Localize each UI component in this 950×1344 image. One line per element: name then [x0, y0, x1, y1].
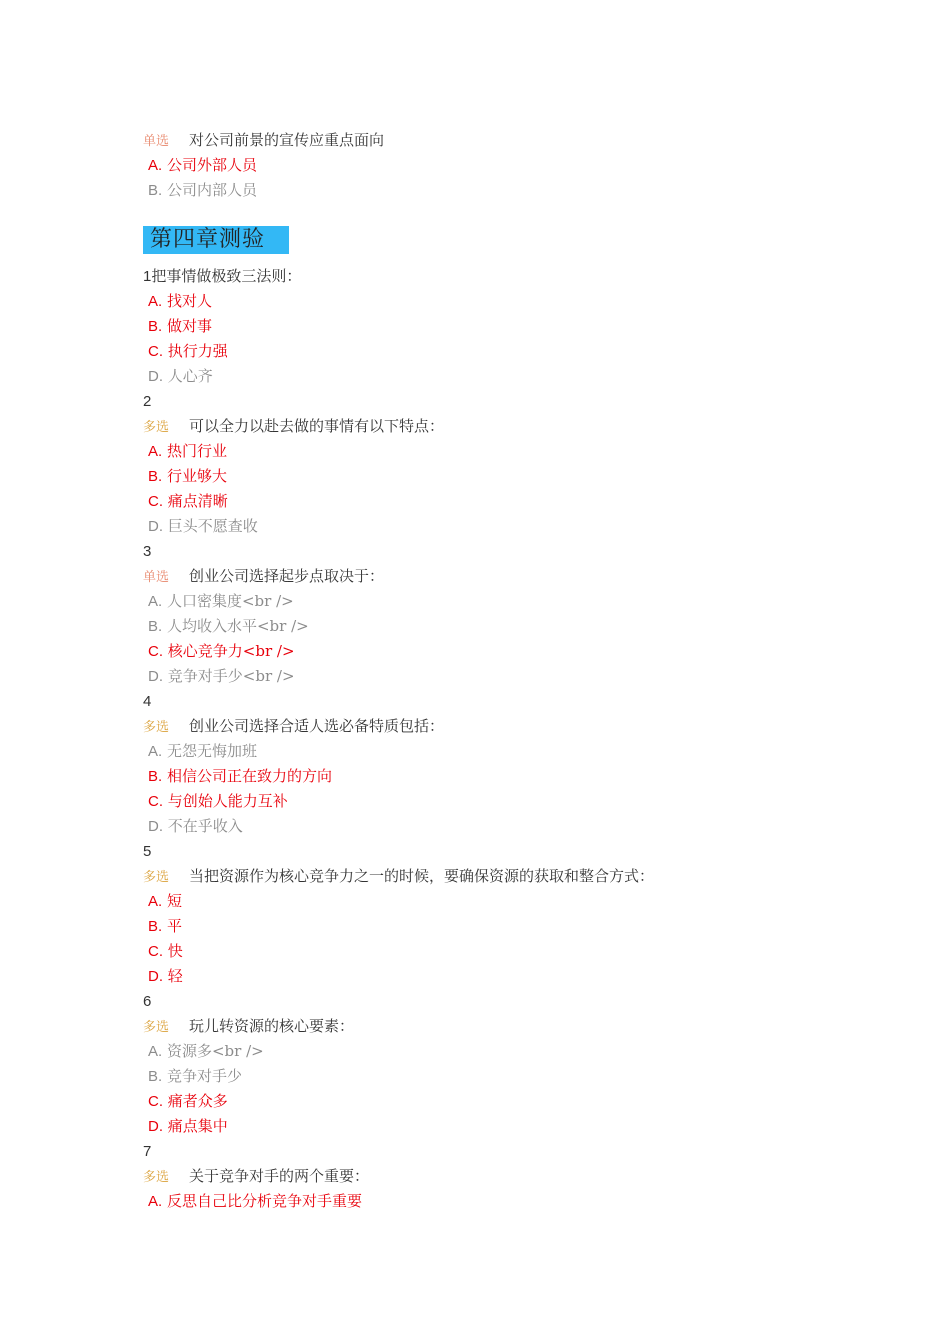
- question-header: [143, 714, 843, 739]
- option-item: C. 与创始人能力互补: [148, 792, 288, 810]
- option-item: A. 热门行业: [148, 442, 227, 460]
- question-type-label: 多选: [143, 720, 170, 735]
- option-item: D. 竞争对手少<br />: [148, 667, 295, 685]
- option-item: A. 无怨无悔加班: [148, 742, 257, 760]
- option-item: B. 平: [148, 917, 182, 935]
- option-item: D. 痛点集中: [148, 1117, 228, 1135]
- option-item: A. 公司外部人员: [148, 156, 257, 174]
- question-header: [143, 128, 843, 153]
- option-item: D. 不在乎收入: [148, 817, 243, 835]
- question-number: 2: [143, 393, 152, 410]
- option-item: A. 短: [148, 892, 182, 910]
- option-item: C. 痛点清晰: [148, 492, 228, 510]
- question-text: 创业公司选择起步点取决于：: [189, 567, 385, 585]
- option-item: D. 人心齐: [148, 367, 213, 385]
- chapter-title: 第四章测验: [143, 226, 289, 254]
- question-type-label: 多选: [143, 1020, 170, 1035]
- question-number: 6: [143, 993, 152, 1010]
- option-item: D. 巨头不愿查收: [148, 517, 258, 535]
- quiz-page: [143, 128, 843, 1214]
- question-type-label: 多选: [143, 1170, 170, 1185]
- option-item: A. 资源多<br />: [148, 1042, 264, 1060]
- question-text: 关于竞争对手的两个重要：: [189, 1167, 370, 1185]
- question-number: 4: [143, 693, 152, 710]
- option-item: C. 快: [148, 942, 183, 960]
- option-item: A. 反思自己比分析竞争对手重要: [148, 1192, 362, 1210]
- question-type-label: 单选: [143, 570, 170, 585]
- option-item: B. 行业够大: [148, 467, 227, 485]
- question-header: [143, 864, 843, 889]
- option-item: B. 公司内部人员: [148, 181, 257, 199]
- question-text: 当把资源作为核心竞争力之一的时候，要确保资源的获取和整合方式：: [189, 867, 655, 885]
- question-header: [143, 414, 843, 439]
- option-item: C. 痛者众多: [148, 1092, 228, 1110]
- question-header: [143, 564, 843, 589]
- option-item: C. 核心竞争力<br />: [148, 642, 295, 660]
- option-item: D. 轻: [148, 967, 183, 985]
- question-text: 创业公司选择合适人选必备特质包括：: [189, 717, 445, 735]
- option-item: B. 人均收入水平<br />: [148, 617, 309, 635]
- question-number: 1: [143, 268, 152, 285]
- option-item: A. 人口密集度<br />: [148, 592, 294, 610]
- question-type-label: 多选: [143, 420, 170, 435]
- option-item: C. 执行力强: [148, 342, 228, 360]
- question-header: [143, 264, 843, 289]
- question-number: 7: [143, 1143, 152, 1160]
- question-type-label: 单选: [143, 134, 170, 149]
- question-header: [143, 1014, 843, 1039]
- question-number: 3: [143, 543, 152, 560]
- question-text: 玩儿转资源的核心要素：: [189, 1017, 355, 1035]
- question-text: 可以全力以赴去做的事情有以下特点：: [189, 417, 445, 435]
- question-type-label: 多选: [143, 870, 170, 885]
- question-text: 对公司前景的宣传应重点面向: [189, 131, 385, 149]
- option-item: B. 相信公司正在致力的方向: [148, 767, 332, 785]
- option-item: B. 竞争对手少: [148, 1067, 242, 1085]
- question-number: 5: [143, 843, 152, 860]
- question-text: 把事情做极致三法则：: [151, 267, 302, 285]
- option-item: A. 找对人: [148, 292, 212, 310]
- option-item: B. 做对事: [148, 317, 212, 335]
- question-header: [143, 1164, 843, 1189]
